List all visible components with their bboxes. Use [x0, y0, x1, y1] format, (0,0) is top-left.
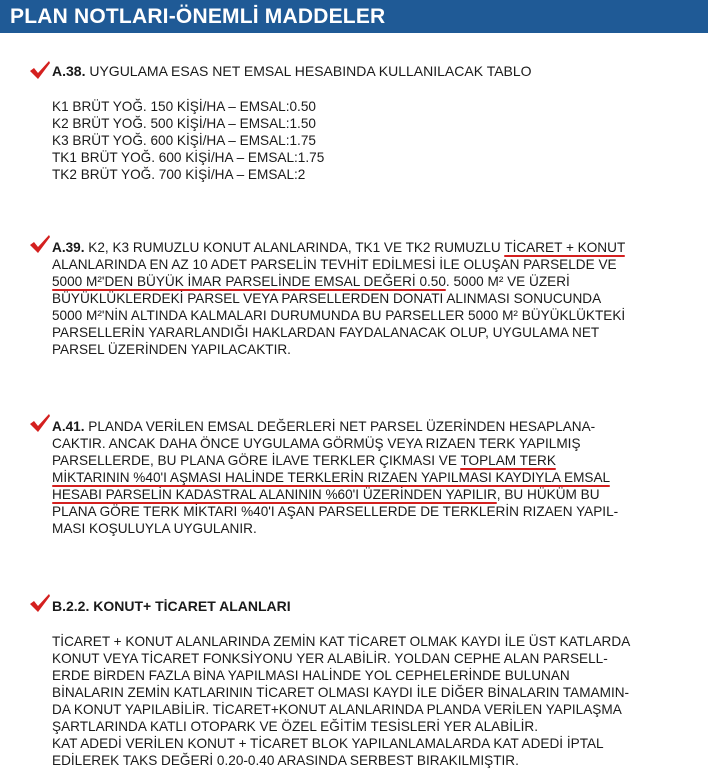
b22-line: KAT ADEDİ VERİLEN KONUT + TİCARET BLOK YAPILANLAMALARDA KAT ADEDİ İPTAL — [52, 736, 604, 751]
b22-line: EDİLEREK TAKS DEĞERİ 0.20-0.40 ARASINDA SERBEST BIRAKILMIŞTIR. — [52, 753, 519, 768]
a39-line-1: A.39. K2, K3 RUMUZLU KONUT ALANLARINDA, TK1 VE TK2 RUMUZLU TİCARET + KONUT — [52, 240, 626, 255]
underlined-text: TİCARET + KONUT — [504, 240, 626, 255]
a41-line-5: HESABI PARSELİN KADASTRAL ALANININ %60'I ÜZERİNDEN YAPILIR, BU HÜKÜM BU — [52, 487, 600, 502]
a38-row: K2 BRÜT YOĞ. 500 KİŞİ/HA – EMSAL:1.50 — [52, 116, 316, 131]
b22-line: BİNALARIN ZEMİN KATLARININ TİCARET OLMASI KAYDI İLE DİĞER BİNALARIN TAMAMIN- — [52, 685, 630, 700]
a38-row: K1 BRÜT YOĞ. 150 KİŞİ/HA – EMSAL:0.50 — [52, 99, 316, 114]
b22-line: TİCARET + KONUT ALANLARINDA ZEMİN KAT TİCARET OLMAK KAYDI İLE ÜST KATLARDA — [52, 634, 631, 649]
b22-line: KONUT VEYA TİCARET FONKSİYONU YER ALABİLİR. YOLDAN CEPHE ALAN PARSELL- — [52, 651, 608, 666]
a39-line-5: 5000 M²'NİN ALTINDA KALMALARI DURUMUNDA BU PARSELLER 5000 M² BÜYÜKLÜKTEKİ — [52, 308, 626, 323]
a41-line-3: PARSELLERDE, BU PLANA GÖRE İLAVE TERKLER ÇIKMASI VE TOPLAM TERK — [52, 453, 556, 468]
a39-line-7: PARSEL ÜZERİNDEN YAPILACAKTIR. — [52, 342, 291, 357]
underlined-text: TOPLAM TERK — [460, 453, 556, 468]
b22-line: DA KONUT YAPILABİLİR. TİCARET+KONUT ALANLARINDA PLANDA VERİLEN YAPILAŞMA — [52, 702, 622, 717]
b22-heading: B.2.2. KONUT+ TİCARET ALANLARI — [52, 598, 291, 614]
checkmark-icon — [29, 593, 51, 613]
a39-line-4: BÜYÜKLÜKLERDEKİ PARSEL VEYA PARSELLERDEN DONATI ALINMASI SONUCUNDA — [52, 291, 602, 306]
page-title: PLAN NOTLARI-ÖNEMLİ MADDELER — [0, 0, 708, 33]
a39-line-6: PARSELLERİN YARARLANDIĞI HAKLARDAN FAYDALANACAK OLUP, UYGULAMA NET — [52, 325, 600, 340]
checkmark-icon — [29, 234, 51, 254]
underlined-text: HESABI PARSELİN KADASTRAL ALANININ %60'I ÜZERİNDEN YAPILIR — [52, 487, 497, 502]
a41-line-7: MASI KOŞULUYLA UYGULANIR. — [52, 521, 257, 536]
checkmark-icon — [29, 60, 51, 80]
underlined-text: 5000 M²'DEN BÜYÜK İMAR PARSELİNDE EMSAL DEĞERİ 0.50 — [52, 274, 446, 289]
checkmark-icon — [29, 413, 51, 433]
a41-line-1: A.41. PLANDA VERİLEN EMSAL DEĞERLERİ NET PARSEL ÜZERİNDEN HESAPLANA- — [52, 419, 596, 434]
underlined-text: MİKTARININ %40'I AŞMASI HALİNDE TERKLERİN RIZAEN YAPILMASI KAYDIYLA EMSAL — [52, 470, 611, 485]
a38-row: K3 BRÜT YOĞ. 600 KİŞİ/HA – EMSAL:1.75 — [52, 133, 316, 148]
a38-row: TK2 BRÜT YOĞ. 700 KİŞİ/HA – EMSAL:2 — [52, 167, 306, 182]
b22-line: ERDE BİRDEN FAZLA BİNA YAPILMASI HALİNDE YOL CEPHELERİNDE BULUNAN — [52, 668, 570, 683]
b22-line: ŞARTLARINDA KATLI OTOPARK VE ÖZEL EĞİTİM TESİSLERİ YER ALABİLİR. — [52, 719, 539, 734]
a39-line-3: 5000 M²'DEN BÜYÜK İMAR PARSELİNDE EMSAL DEĞERİ 0.50. 5000 M² VE ÜZERİ — [52, 274, 570, 289]
a38-heading: A.38. UYGULAMA ESAS NET EMSAL HESABINDA KULLANILACAK TABLO — [52, 63, 532, 79]
a41-line-6: PLANA GÖRE TERK MİKTARI %40'I AŞAN PARSELLERDE DE TERKLERİN RIZAEN YAPIL- — [52, 504, 619, 519]
a39-line-2: ALANLARINDA EN AZ 10 ADET PARSELİN TEVHİT EDİLMESİ İLE OLUŞAN PARSELDE VE — [52, 257, 617, 272]
a41-line-4 — [52, 469, 610, 486]
a41-line-2: CAKTIR. ANCAK DAHA ÖNCE UYGULAMA GÖRMÜŞ VEYA RIZAEN TERK YAPILMIŞ — [52, 436, 581, 451]
a38-row: TK1 BRÜT YOĞ. 600 KİŞİ/HA – EMSAL:1.75 — [52, 150, 325, 165]
